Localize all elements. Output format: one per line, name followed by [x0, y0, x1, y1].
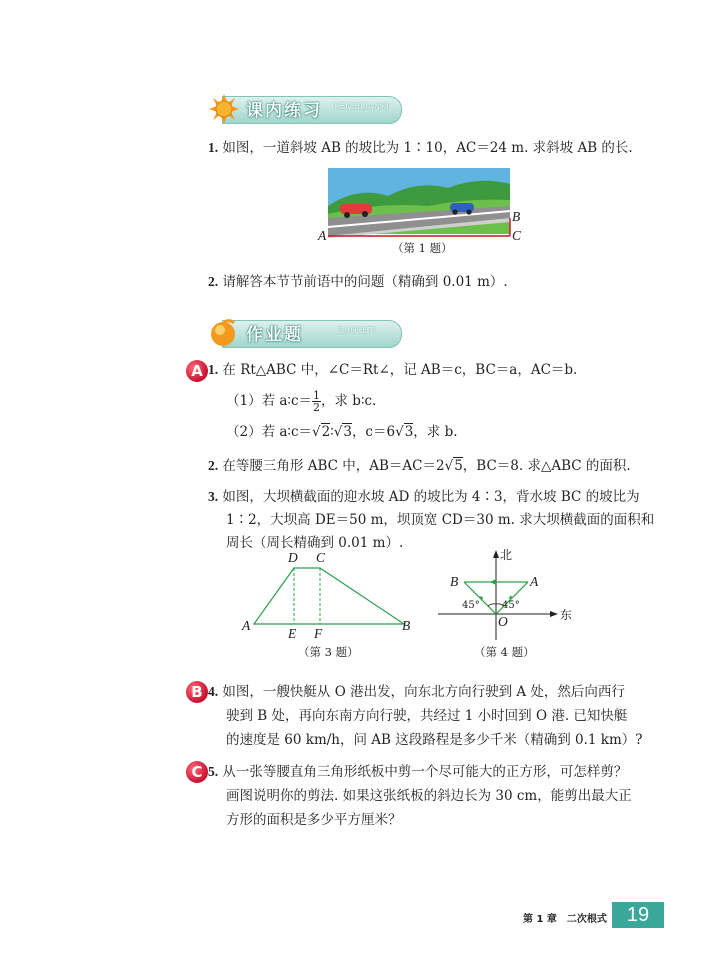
part-text: （2）若 a∶c＝: [226, 424, 313, 440]
figure-caption: （第 4 题）: [474, 645, 535, 659]
orange-ball-icon: [208, 318, 240, 348]
figure-caption: （第 3 题）: [298, 645, 359, 659]
point-label-a: A: [242, 618, 251, 633]
homework-2: 2. 在等腰三角形 ABC 中，AB＝AC＝2√5，BC＝8. 求△ABC 的面积.: [208, 458, 631, 474]
question-text: 如图，一道斜坡 AB 的坡比为 1∶10，AC＝24 m. 求斜坡 AB 的长.: [222, 140, 633, 156]
homework-5-line-3: 方形的面积是多少平方厘米？: [226, 812, 402, 828]
point-label-a: A: [530, 574, 539, 589]
homework-4-line-2: 驶到 B 处，再向东南方向行驶，共经过 1 小时回到 O 港. 已知快艇: [226, 708, 628, 724]
fraction-denominator: 2: [313, 401, 321, 414]
question-number: 2.: [208, 274, 219, 289]
section-subtitle: ZUOYETI: [338, 326, 376, 335]
radicand: 5: [454, 458, 463, 474]
section-subtitle: KENEILIANXI: [334, 102, 390, 111]
point-label-b: B: [512, 209, 521, 224]
figure-caption: （第 1 题）: [392, 241, 453, 255]
homework-4: [208, 682, 625, 702]
dam-trapezoid: [238, 556, 418, 636]
page-number: 19: [612, 902, 664, 928]
figure-slope: [318, 166, 528, 256]
point-label-a: A: [318, 228, 327, 243]
east-label: 东: [560, 608, 573, 622]
homework-1-part-2: （2）若 a∶c＝√2∶√3，c＝6√3，求 b.: [226, 424, 458, 440]
question-number: 4.: [208, 684, 219, 699]
question-text: 请解答本节节前语中的问题（精确到 0.01 m）.: [222, 274, 508, 290]
section-banner-homework: [208, 318, 408, 348]
homework-4-line-3: 的速度是 60 km/h，问 AB 这段路程是多少千米（精确到 0.1 km）?: [226, 732, 643, 748]
homework-5: [208, 762, 627, 782]
slope-illustration: [318, 166, 528, 240]
point-label-e: E: [288, 626, 297, 641]
point-label-f: F: [314, 626, 323, 641]
fraction-numerator: 1: [313, 389, 321, 402]
part-text: ，求 b.: [413, 424, 458, 440]
section-title: 作业题: [246, 325, 303, 345]
level-b-badge: B: [186, 681, 208, 703]
question-number: 1.: [208, 362, 219, 377]
section-banner-exercise: [208, 94, 408, 124]
level-a-badge: A: [186, 360, 208, 382]
question-text: 在等腰三角形 ABC 中，AB＝AC＝2: [222, 458, 445, 474]
question-number: 5.: [208, 764, 219, 779]
angle-label-east: 45°: [502, 600, 520, 611]
sun-icon: [208, 94, 240, 124]
question-text: 如图，一艘快艇从 O 港出发，向东北方向行驶到 A 处，然后向西行: [222, 684, 625, 700]
exercise-2: [208, 272, 508, 292]
part-text: ，求 b∶c.: [321, 393, 377, 409]
question-text: ，BC＝8. 求△ABC 的面积.: [462, 458, 631, 474]
point-label-d: D: [288, 550, 298, 565]
point-label-c: C: [316, 550, 326, 565]
question-text: 如图，大坝横截面的迎水坡 AD 的坡比为 4∶3，背水坡 BC 的坡比为: [222, 489, 640, 505]
north-label: 北: [500, 548, 513, 562]
point-label-c: C: [512, 228, 522, 243]
radicand: 3: [404, 424, 414, 440]
exercise-1: [208, 138, 633, 158]
question-number: 3.: [208, 489, 219, 504]
question-number: 2.: [208, 458, 219, 473]
part-text: ∶: [330, 424, 334, 440]
part-text: ，c＝6: [351, 424, 396, 440]
homework-3-line-3: 周长（周长精确到 0.01 m）.: [226, 535, 404, 551]
homework-1: [208, 360, 577, 380]
homework-1-part-1: [226, 389, 376, 413]
point-label-b: B: [402, 618, 411, 633]
figure-dam: [238, 550, 418, 660]
homework-3: [208, 487, 640, 507]
question-number: 1.: [208, 140, 219, 155]
homework-5-line-2: 画图说明你的剪法. 如果这张纸板的斜边长为 30 cm，能剪出最大正: [226, 788, 632, 804]
question-text: 在 Rt△ABC 中，∠C＝Rt∠，记 AB＝c，BC＝a，AC＝b.: [222, 362, 578, 378]
figure-compass: [436, 548, 576, 660]
chapter-label: 第 1 章 二次根式: [523, 914, 607, 925]
radicand: 2: [321, 424, 331, 440]
level-c-badge: C: [186, 761, 208, 783]
fraction: [312, 390, 321, 413]
question-text: 从一张等腰直角三角形纸板中剪一个尽可能大的正方形，可怎样剪？: [222, 764, 628, 780]
point-label-o: O: [498, 614, 508, 629]
point-label-b: B: [450, 574, 459, 589]
angle-label-west: 45°: [462, 600, 480, 611]
radicand: 3: [343, 424, 352, 440]
homework-3-line-2: 1∶2，大坝高 DE＝50 m，坝顶宽 CD＝30 m. 求大坝横截面的面积和: [226, 512, 655, 528]
part-text: （1）若 a∶c＝: [226, 393, 313, 409]
section-title: 课内练习: [246, 101, 322, 121]
